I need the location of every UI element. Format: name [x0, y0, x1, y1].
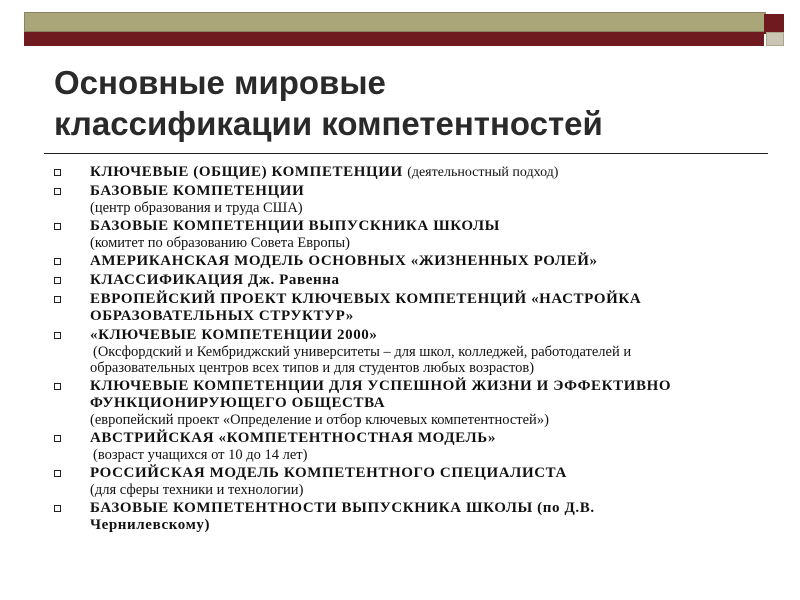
list-item — [50, 500, 770, 534]
square-bullet-icon — [54, 470, 61, 477]
square-bullet-icon — [54, 383, 61, 390]
list-item — [50, 465, 770, 498]
list-item — [50, 183, 770, 216]
header-band-maroon — [24, 32, 764, 46]
list-item — [50, 253, 770, 270]
list-item — [50, 327, 770, 376]
item-note: (для сферы техники и технологии) — [90, 482, 304, 498]
item-heading-line-2: ФУНКЦИОНИРУЮЩЕГО ОБЩЕСТВА — [90, 395, 386, 411]
list-item — [50, 378, 770, 428]
item-heading: РОССИЙСКАЯ МОДЕЛЬ КОМПЕТЕНТНОГО СПЕЦИАЛИСТА — [90, 465, 567, 481]
list-item — [50, 291, 770, 325]
square-bullet-icon — [54, 332, 61, 339]
item-note: (возраст учащихся от 10 до 14 лет) — [93, 447, 308, 463]
item-note: (комитет по образованию Совета Европы) — [90, 235, 350, 251]
list-item — [50, 272, 770, 289]
list-item — [50, 430, 770, 463]
item-heading: БАЗОВЫЕ КОМПЕТЕНЦИИ — [90, 183, 305, 199]
corner-square-grey — [766, 32, 784, 46]
square-bullet-icon — [54, 505, 61, 512]
item-note-line-1: (Оксфордский и Кембриджский университеты – для школ, колледжей, работодателей и — [93, 344, 632, 360]
square-bullet-icon — [54, 435, 61, 442]
header-band-olive — [24, 12, 766, 32]
square-bullet-icon — [54, 277, 61, 284]
classification-list — [50, 164, 770, 536]
square-bullet-icon — [54, 296, 61, 303]
item-heading: «КЛЮЧЕВЫЕ КОМПЕТЕНЦИИ 2000» — [90, 327, 378, 343]
item-heading-line-1: КЛЮЧЕВЫЕ КОМПЕТЕНЦИИ ДЛЯ УСПЕШНОЙ ЖИЗНИ И ЭФФЕКТИВНО — [90, 378, 672, 394]
item-heading: КЛЮЧЕВЫЕ (ОБЩИЕ) КОМПЕТЕНЦИИ (деятельностный подход) — [90, 164, 559, 180]
square-bullet-icon — [54, 169, 61, 176]
item-note-line-2: образовательных центров всех типов и для студентов любых возрастов) — [90, 360, 535, 376]
square-bullet-icon — [54, 258, 61, 265]
list-item — [50, 164, 770, 181]
title-divider — [44, 153, 768, 154]
item-note: (европейский проект «Определение и отбор ключевых компетентностей») — [90, 412, 549, 428]
item-heading: АВСТРИЙСКАЯ «КОМПЕТЕНТНОСТНАЯ МОДЕЛЬ» — [90, 430, 496, 446]
item-note: (центр образования и труда США) — [90, 200, 303, 216]
item-heading-line-2: Чернилевскому) — [90, 517, 211, 533]
list-item — [50, 218, 770, 251]
item-heading: АМЕРИКАНСКАЯ МОДЕЛЬ ОСНОВНЫХ «ЖИЗНЕННЫХ РОЛЕЙ» — [90, 253, 598, 269]
slide-title-line-2: классификации компетентностей — [54, 105, 603, 142]
item-heading-line-1: ЕВРОПЕЙСКИЙ ПРОЕКТ КЛЮЧЕВЫХ КОМПЕТЕНЦИЙ «НАСТРОЙКА — [90, 291, 642, 307]
slide-title-line-1: Основные мировые — [54, 64, 386, 101]
slide-title — [54, 62, 774, 144]
item-heading-line-2: ОБРАЗОВАТЕЛЬНЫХ СТРУКТУР» — [90, 308, 354, 324]
square-bullet-icon — [54, 223, 61, 230]
item-heading-line-1: БАЗОВЫЕ КОМПЕТЕНТНОСТИ ВЫПУСКНИКА ШКОЛЫ (по Д.В. — [90, 500, 595, 516]
corner-square-maroon — [764, 14, 784, 34]
item-heading: КЛАССИФИКАЦИЯ Дж. Равенна — [90, 272, 340, 288]
item-heading: БАЗОВЫЕ КОМПЕТЕНЦИИ ВЫПУСКНИКА ШКОЛЫ — [90, 218, 500, 234]
item-inline-note: (деятельностный подход) — [407, 165, 559, 180]
square-bullet-icon — [54, 188, 61, 195]
